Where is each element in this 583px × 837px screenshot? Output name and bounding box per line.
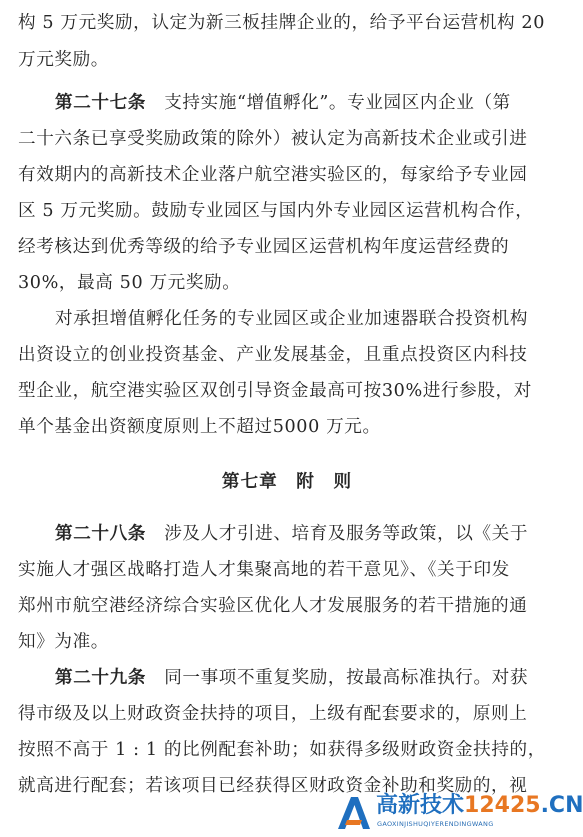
paragraph-line: 郑州市航空港经济综合实验区优化人才发展服务的若干措施的通 — [18, 596, 528, 616]
paragraph-line: 出资设立的创业投资基金、产业发展基金，且重点投资区内科技 — [18, 345, 528, 365]
paragraph-line: 构 5 万元奖励，认定为新三板挂牌企业的，给予平台运营机构 20 — [18, 13, 545, 33]
paragraph-line: 对承担增值孵化任务的专业园区或企业加速器联合投资机构 — [55, 309, 529, 329]
article-27-line — [55, 92, 560, 114]
watermark-title-cn: 高新技术 — [376, 793, 465, 818]
article-28-line — [55, 523, 560, 545]
watermark-title-num: 12425 — [464, 793, 541, 818]
watermark-title — [376, 793, 583, 819]
chapter-heading: 第七章 附 则 — [221, 471, 353, 492]
article-29-line — [55, 667, 560, 689]
paragraph-line: 得市级及以上财政资金扶持的项目，上级有配套要求的，原则上 — [18, 704, 528, 724]
paragraph-line: 型企业，航空港实验区双创引导资金最高可按30%进行参股，对 — [18, 381, 532, 401]
paragraph-line: 就高进行配套；若该项目已经获得区财政资金补助和奖励的，视 — [18, 776, 528, 796]
watermark-subtitle: GAOXINJISHUQIYERENDINGWANG — [377, 820, 494, 828]
article-28-label: 第二十八条 — [55, 523, 146, 544]
article-27-text: 支持实施“增值孵化”。专业园区内企业（第 — [164, 93, 511, 113]
article-28-text: 涉及人才引进、培育及服务等政策，以《关于 — [164, 524, 529, 544]
article-29-label: 第二十九条 — [55, 667, 146, 688]
watermark-title-domain: .CN — [540, 793, 583, 818]
article-27-label: 第二十七条 — [55, 92, 146, 113]
paragraph-line: 30%，最高 50 万元奖励。 — [18, 273, 241, 293]
watermark-logo-icon — [334, 793, 374, 833]
paragraph-line: 万元奖励。 — [18, 50, 109, 70]
article-29-text: 同一事项不重复奖励，按最高标准执行。对获 — [164, 668, 529, 688]
paragraph-line: 单个基金出资额度原则上不超过5000 万元。 — [18, 417, 381, 437]
paragraph-line: 按照不高于 1 : 1 的比例配套补助；如获得多级财政资金扶持的， — [18, 740, 546, 760]
paragraph-line: 经考核达到优秀等级的给予专业园区运营机构年度运营经费的 — [18, 237, 510, 257]
paragraph-line: 区 5 万元奖励。鼓励专业园区与国内外专业园区运营机构合作， — [18, 201, 534, 221]
paragraph-line: 二十六条已享受奖励政策的除外）被认定为高新技术企业或引进 — [18, 129, 528, 149]
paragraph-line: 有效期内的高新技术企业落户航空港实验区的，每家给予专业园 — [18, 165, 528, 185]
paragraph-line: 知》为准。 — [18, 632, 109, 652]
site-watermark — [334, 791, 583, 835]
paragraph-line: 实施人才强区战略打造人才集聚高地的若干意见》、《关于印发 — [18, 560, 510, 580]
